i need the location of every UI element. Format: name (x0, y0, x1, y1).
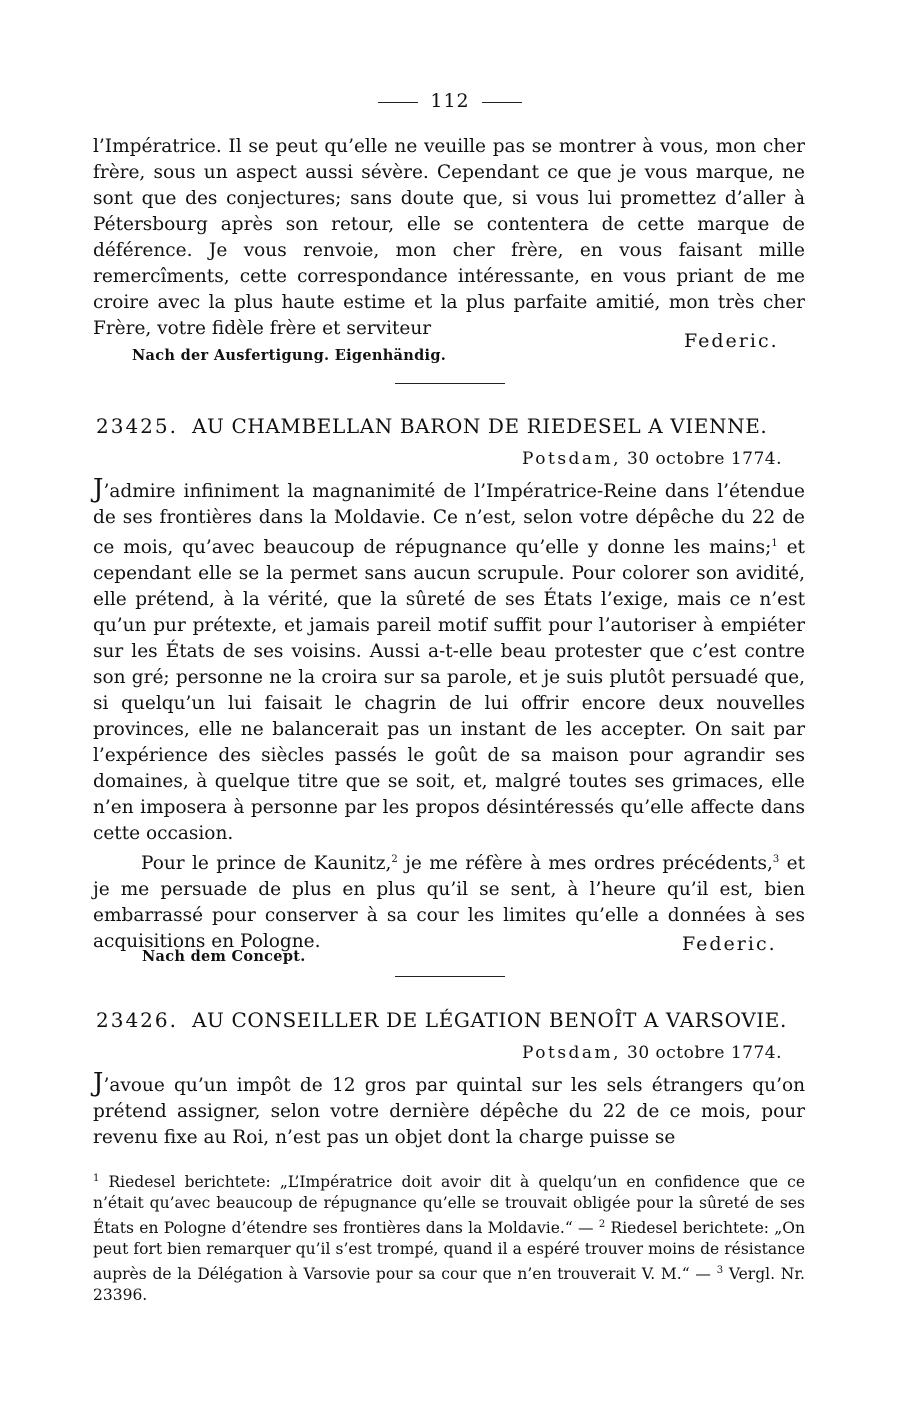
separator-rule-2 (395, 976, 505, 977)
letter3-initial: J (93, 1068, 104, 1098)
letter1-source-note: Nach der Ausfertigung. Eigenhändig. (132, 347, 447, 364)
letter2-paragraph-1-text: ’admire infiniment la magnanimité de l’Impératrice-Reine dans l’étendue de ses frontières dans la Moldavie. Ce n’est, selon votre dépêche du 22 de ce mois, qu’avec beaucoup de répugnance qu’elle y donne les mains; (93, 481, 805, 559)
letter2-paragraph-2-c: et je me persuade de plus en plus qu’il se sent, à l’heure qu’il est, bien embarrassé pour conserver à sa cour les limites qu’elle a données à ses acquisitions en Pologne. (93, 853, 806, 953)
letter3-heading (96, 1008, 808, 1032)
footnote-2-mark: 2 (598, 1219, 606, 1231)
footnote-1-mark: 1 (93, 1173, 100, 1184)
letter2-paragraph-1-text-2: et cependant elle se la permet sans aucun scrupule. Pour colorer son avidité, elle prétend, à la vérité, que la sûreté de ses États l’exige, mais ce n’est qu’un pur prétexte, et jamais pareil motif suffit pour l’autoriser à empiéter sur les États de ses voisins. Aussi a-t-elle beau protester que c’est contre son gré; personne ne la croira sur sa parole, et je suis plutôt persuadé que, si quelqu’un lui faisait le chagrin de lui offrir encore deux nouvelles provinces, elle ne balancerait pas un instant de les accepter. On sait par l’expérience des siècles passés le goût de sa maison pour agrandir ses domaines, à quelque titre que se soit, et, malgré toutes ses grimaces, elle n’en imposera à personne par les propos désintéressés qu’elle affecte dans cette occasion. (93, 537, 805, 845)
footnote-ref-3: 3 (772, 854, 780, 866)
letter2-paragraph-1 (93, 476, 805, 847)
footnote-ref-2: 2 (391, 854, 398, 866)
letter3-number: 23426. (96, 1008, 178, 1032)
footnote-3-mark: 3 (716, 1265, 724, 1277)
page-number-text: 112 (430, 90, 470, 112)
footnote-2-text: Riedesel berichtete: „On peut fort bien remarquer qu’il s’est trompé, quand il a espéré trouver moins de résistance auprès de la Délégation à Varsovie pour sa cour que n’en trouverait V. M.“ — (93, 1219, 805, 1284)
separator-rule (395, 383, 505, 384)
letter2-place: Potsdam, (522, 449, 622, 469)
footnote-ref-1: 1 (771, 538, 778, 549)
letter2-signature: Federic. (682, 933, 777, 955)
letter2-title: AU CHAMBELLAN BARON DE RIEDESEL A VIENNE. (191, 414, 768, 438)
page-number-dash-left (378, 102, 418, 103)
footnote-3-text: Vergl. Nr. 23396. (93, 1265, 805, 1305)
letter2-paragraph-2-a: Pour le prince de Kaunitz, (141, 853, 392, 875)
letter3-paragraph-1-text: ’avoue qu’un impôt de 12 gros par quintal sur les sels étrangers qu’on prétend assigner, selon votre dernière dépêche du 22 de ce mois, pour revenu fixe au Roi, n’est pas un objet dont la charge puisse se (93, 1075, 805, 1148)
page-number-dash-right (482, 102, 522, 103)
letter2-body (93, 476, 805, 955)
letter3-title: AU CONSEILLER DE LÉGATION BENOÎT A VARSOVIE. (191, 1008, 787, 1032)
letter3-paragraph-1 (93, 1070, 805, 1151)
letter2-date: 30 octobre 1774. (627, 449, 782, 469)
letter3-body (93, 1070, 805, 1151)
letter1-signature: Federic. (684, 330, 779, 352)
footnotes (93, 1168, 805, 1306)
letter3-dateline (522, 1043, 782, 1063)
letter3-place: Potsdam, (522, 1043, 622, 1063)
letter2-initial: J (93, 474, 104, 504)
letter2-paragraph-2-b: je me réfère à mes ordres précédents, (397, 853, 773, 875)
letter2-source-note: Nach dem Concept. (142, 948, 306, 965)
page-number (0, 90, 900, 112)
footnote-1-text: Riedesel berichtete: „L’Impératrice doit avoir dit à quelqu’un en confidence que ce n’était qu’avec beaucoup de répugnance qu’elle se trouvait obligée pour la sûreté de ses États en Pologne d’étendre ses frontières dans la Moldavie.“ — (93, 1173, 805, 1238)
letter1-body (93, 134, 805, 342)
letter2-number: 23425. (96, 414, 178, 438)
letter2-heading (96, 414, 808, 438)
letter2-dateline (522, 449, 782, 469)
letter3-date: 30 octobre 1774. (627, 1043, 782, 1063)
letter1-paragraph: l’Impératrice. Il se peut qu’elle ne veuille pas se montrer à vous, mon cher frère, sous un aspect aussi sévère. Cependant ce que je vous marque, ne sont que des conjectures; sans doute que, si vous lui promettez d’aller à Pétersbourg après son retour, elle se contentera de cette marque de déférence. Je vous renvoie, mon cher frère, en vous faisant mille remercîments, cette correspondance intéressante, en vous priant de me croire avec la plus haute estime et la plus parfaite amitié, mon très cher Frère, votre fidèle frère et serviteur (93, 136, 805, 339)
